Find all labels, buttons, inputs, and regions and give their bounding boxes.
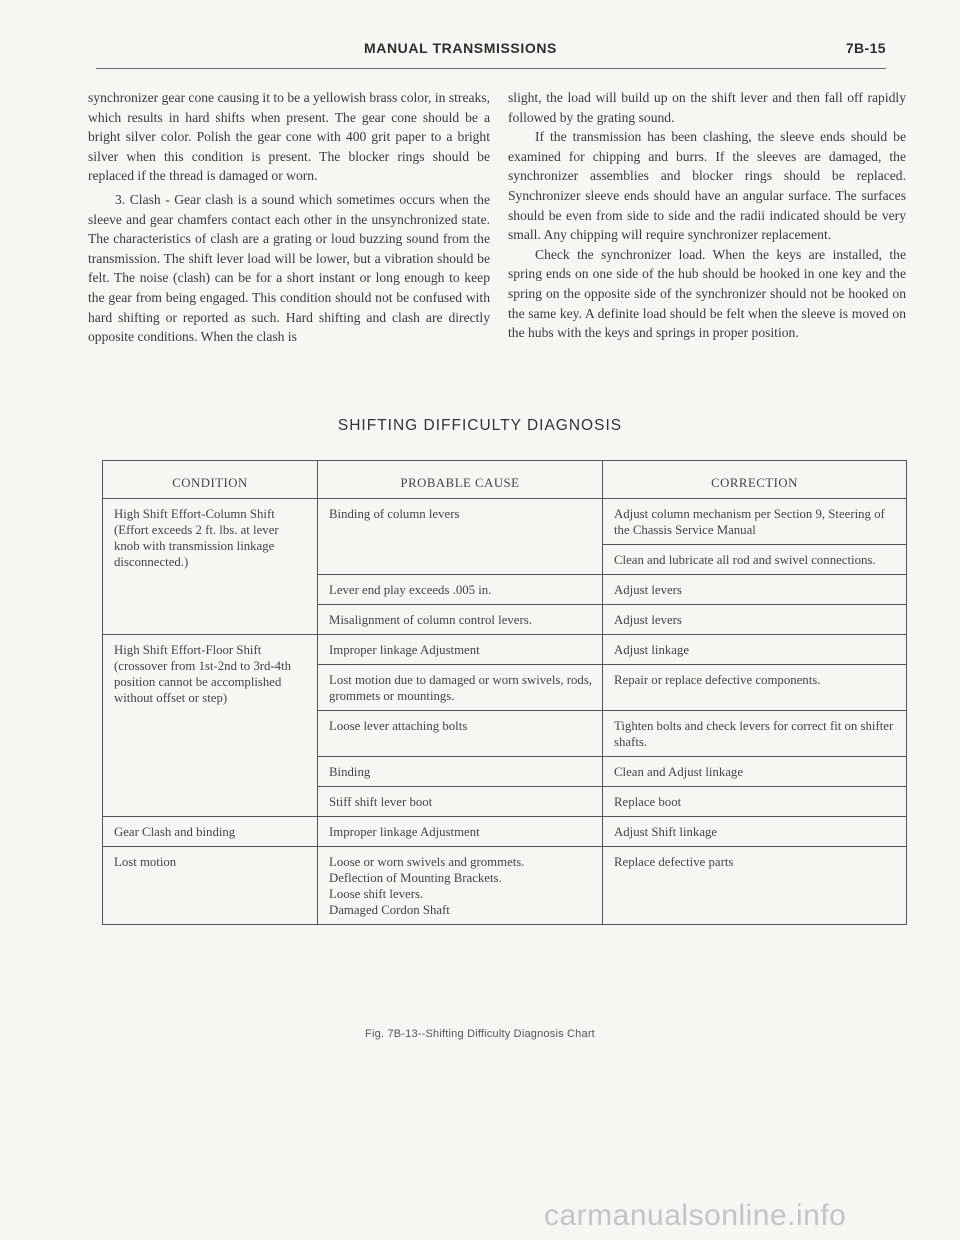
page-number: 7B-15 (845, 40, 886, 56)
correction-cell: Adjust levers (603, 575, 907, 605)
cause-line: Loose or worn swivels and grommets. (329, 855, 525, 869)
cause-cell: Misalignment of column control levers. (318, 605, 603, 635)
cause-line: Deflection of Mounting Brackets. (329, 871, 502, 885)
correction-cell: Clean and lubricate all rod and swivel connections. (603, 545, 907, 575)
diagnosis-table (102, 460, 907, 925)
header-condition: CONDITION (103, 461, 318, 499)
header-correction: CORRECTION (603, 461, 907, 499)
condition-cell: Lost motion (103, 847, 318, 925)
cause-cell: Improper linkage Adjustment (318, 817, 603, 847)
cause-cell (318, 847, 603, 925)
page-header (96, 40, 886, 64)
condition-cell: High Shift Effort-Column Shift (Effort exceeds 2 ft. lbs. at lever knob with transmission linkage disconnected.) (103, 499, 318, 635)
correction-cell: Adjust column mechanism per Section 9, Steering of the Chassis Service Manual (603, 499, 907, 545)
condition-cell: Gear Clash and binding (103, 817, 318, 847)
correction-cell: Adjust linkage (603, 635, 907, 665)
left-text-column (88, 88, 490, 347)
right-paragraph-1: slight, the load will build up on the shift lever and then fall off rapidly followed by the grating sound. (508, 90, 906, 125)
cause-cell: Binding (318, 757, 603, 787)
correction-cell: Adjust Shift linkage (603, 817, 907, 847)
correction-cell: Replace defective parts (603, 847, 907, 925)
cause-line: Loose shift levers. (329, 887, 424, 901)
page-header-title: MANUAL TRANSMISSIONS (364, 40, 557, 56)
cause-cell: Improper linkage Adjustment (318, 635, 603, 665)
figure-caption: Fig. 7B-13--Shifting Difficulty Diagnosis Chart (365, 1028, 595, 1040)
cause-cell: Binding of column levers (318, 499, 603, 575)
right-paragraph-2: If the transmission has been clashing, the sleeve ends should be examined for chipping and burrs. If the sleeves are damaged, the synchronizer assemblies and blocker rings should be replaced. Synchronizer sleeve ends should have an angular surface. The surfaces should be even from side to side and the radii indicated should be very small. Any chipping will require synchronizer replacement. (508, 129, 906, 243)
cause-cell: Loose lever attaching bolts (318, 711, 603, 757)
correction-cell: Replace boot (603, 787, 907, 817)
correction-cell: Clean and Adjust linkage (603, 757, 907, 787)
left-paragraph-1: synchronizer gear cone causing it to be a yellowish brass color, in streaks, which results in hard shifts when present. The gear cone should be a bright silver color. Polish the gear cone with 400 grit paper to a bright silver when this condition is present. The blocker rings should be replaced if the thread is damaged or worn. (88, 90, 490, 184)
table-row (103, 817, 907, 847)
correction-cell: Adjust levers (603, 605, 907, 635)
table-header-row (103, 461, 907, 499)
table-row (103, 847, 907, 925)
section-title: SHIFTING DIFFICULTY DIAGNOSIS (337, 417, 623, 434)
header-probable-cause: PROBABLE CAUSE (318, 461, 603, 499)
table-row (103, 635, 907, 665)
cause-line: Damaged Cordon Shaft (329, 903, 450, 917)
header-rule (96, 68, 886, 69)
cause-cell: Stiff shift lever boot (318, 787, 603, 817)
right-paragraph-3: Check the synchronizer load. When the keys are installed, the spring ends on one side of the hub should be hooked in one key and the spring on the opposite side of the synchronizer should not be hooked on the same key. A definite load should be felt when the sleeve is moved on the hubs with the keys and springs in proper position. (508, 246, 906, 341)
correction-cell: Repair or replace defective components. (603, 665, 907, 711)
condition-cell: High Shift Effort-Floor Shift (crossover from 1st-2nd to 3rd-4th position cannot be accomplished without offset or step) (103, 635, 318, 817)
cause-cell: Lever end play exceeds .005 in. (318, 575, 603, 605)
right-text-column (508, 88, 906, 343)
correction-cell: Tighten bolts and check levers for correct fit on shifter shafts. (603, 711, 907, 757)
cause-cell: Lost motion due to damaged or worn swivels, rods, grommets or mountings. (318, 665, 603, 711)
left-paragraph-2: 3. Clash - Gear clash is a sound which sometimes occurs when the sleeve and gear chamfers contact each other in the unsynchronized state. The characteristics of clash are a grating or loud buzzing sound from the transmission. The shift lever load will be lower, but a vibration should be felt. The noise (clash) can be for a short instant or long enough to keep the gear from being engaged. This condition should not be confused with hard shifting or reported as such. Hard shifting and clash are directly opposite conditions. When the clash is (88, 191, 490, 345)
table-row (103, 499, 907, 545)
watermark: carmanualsonline.info (544, 1199, 847, 1232)
